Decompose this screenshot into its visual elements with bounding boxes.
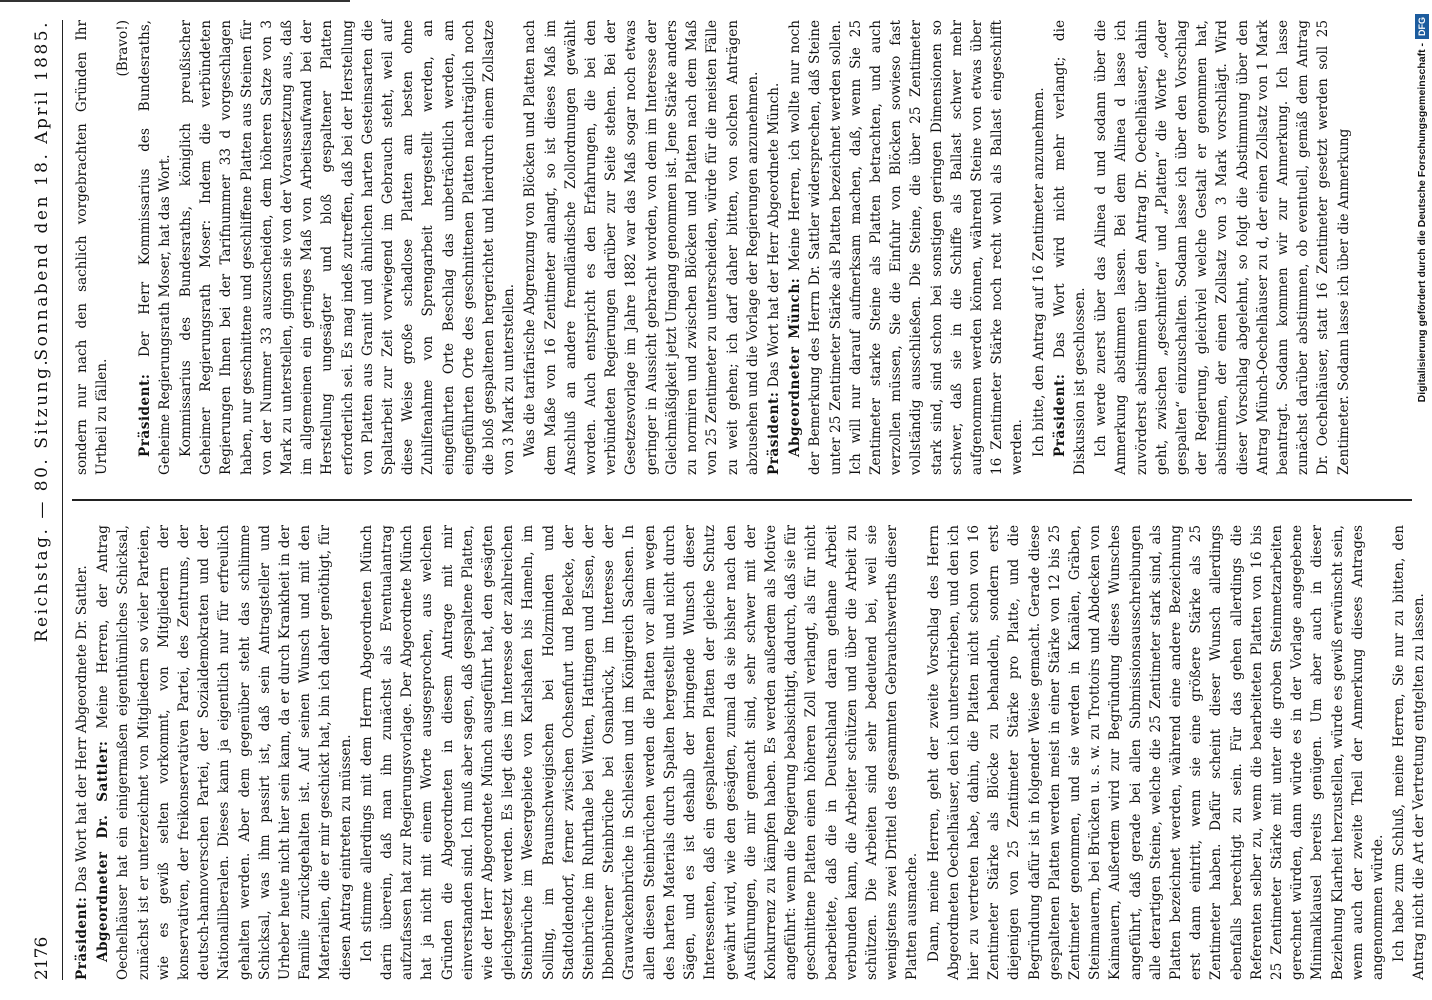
paragraph: [72, 525, 92, 980]
paragraph-text: Dann, meine Herren, geht der zweite Vorschlag des Herrn Abgeordneten Oechelhäuser, den ich unterschrieben, und den ich hier zu vertreten habe, dahin, die Platten nicht schon von 16 Zentimeter Stärke als Blöcke zu behandeln, sondern erst diejenigen von 25 Zentimeter Stärke pro Platte, und die Begründung dafür ist in folgender Weise gemacht. Gerade diese gespaltenen Platten werden meist in einer Stärke von 12 bis 25 Zentimeter genommen, und sie werden in Kanälen, Gräben, Steinmauern, bei Brücken u. s. w. zu Trottoirs und Abdecken von Kaimauern, Außerdem wird zur Begründung dieses Wunsches angeführt, daß gerade bei allen Submissionsausschreibungen alle derartigen Steine, welche die 25 Zentimeter stark sind, als Platten bezeichnet werden, während eine andere Bezeichnung erst dann eintritt, wenn sie eine größere Stärke als 25 Zentimeter haben. Dafür scheint dieser Wunsch allerdings ebenfalls berechtigt zu sein. Für das gehen allerdings die Referenten selber zu, wenn die bearbeiteten Platten von 16 bis 25 Zentimeter Stärke mit unter die groben Steinmetzarbeiten gerechnet würden, dann würde es in der Vorlage angegebene Minimalklausel bereits genügen. Um aber auch in dieser Beziehung Klarheit herzustellen, würde es gewiß erwünscht sein, wenn auch der zweite Theil der Anmerkung dieses Antrages angenommen würde.: [925, 525, 1386, 980]
paragraph-text: Ich werde zuerst über das Alinea d und sodann über die Anmerkung abstimmen lassen. Bei dem Alinea d lasse ich zuvörderst abstimmen über den Antrag Dr. Oechelhäuser, dahin geht, zwischen „geschnitten“ und „Platten“ die Worte „oder gespalten“ einzuschalten. Sodann lasse ich über den Vorschlag der Regierung, gleichviel welche Gestalt er genommen hat, abstimmen, der einen Zollsatz von 3 Mark vorschlägt. Wird dieser Vorschlag abgelehnt, so folgt die Abstimmung über den Antrag Münch-Oechelhäuser zu d, der einen Zollsatz von 1 Mark beantragt. Sodann kommen wir zur Anmerkung. Ich lasse zunächst darüber abstimmen, ob eventuell, gemäß dem Antrag Dr. Oechelhäuser, statt 16 Zentimeter gesetzt werden soll 25 Zentimeter. Sodann lasse ich über die Anmerkung: [1093, 20, 1352, 475]
speaker-name: Präsident:: [1051, 373, 1068, 457]
credit-text: Digitalisierung gefördert durch die Deutsche Forschungsgemeinschaft -: [1416, 43, 1428, 403]
paragraph: [113, 20, 133, 475]
paragraph-text: Das Wort hat der Herr Abgeordnete Münch.: [765, 82, 782, 388]
paragraph: [520, 20, 762, 475]
paragraph-text: Der Herr Kommissarius des Bundesraths, Geheime Regierungsrath Moser, hat das Wort.: [136, 20, 173, 475]
paragraph: [924, 525, 1389, 980]
paragraph-text: Ich stimme allerdings mit dem Herrn Abgeordneten Münch darin überein, daß man ihn zunächst als Eventualantrag aufzufassen hat zur Regierungsvorlage. Der Abgeordnete Münch hat ja nicht mit einem Worte ausgesprochen, aus welchen Gründen die Abgeordneten in diesem Antrage mit mir einverstanden sind. Ich muß aber sagen, daß gespaltene Platten, wie der Herr Abgeordnete Münch ausgeführt hat, den gesägten gleichgesetzt werden. Es liegt dies im Interesse der zahlreichen Steinbrüche im Wesergebiete von Karlshafen bis Hameln, im Solling, im Braunschweigischen bei Holzminden und Stadtoldendorf, ferner zwischen Ochsenfurt und Belecke, der Steinbrüche im Ruhrthale bei Witten, Hattingen und Essen, der Ibbenbürener Steinbrüche bei Osnabrück, im Interesse der Grauwackenbrüche in Schlesien und im Königreich Sachsen. In allen diesen Steinbrüchen werden die Platten vor allem wegen des harten Materials durch Spalten hergestellt und nicht durch Sägen, und es ist deshalb der bringende Wunsch dieser Interessenten, daß ein gespaltenen Platten der gleiche Schutz gewährt wird, wie den gesägten, zumal da sie bisher nach den Ausführungen, die mir gemacht sind, sehr schwer mit der Konkurrenz zu kämpfen haben. Es werden außerdem als Motive angeführt: wenn die Regierung beabsichtigt, dadurch, daß sie für geschnittene Platten einen höheren Zoll verlangt, als für nicht bearbeitete, daß die in Deutschland daran gethane Arbeit verbunden kann, die Arbeiter schützen und über die Arbeit zu schützen. Die Arbeiten sind sehr bedeutend bei, weil sie wenigstens zwei Drittel des gesammten Gebrauchswerths dieser Platten ausmache.: [358, 525, 921, 980]
paragraph-text: Das Wort wird nicht mehr verlangt; die Diskussion ist geschlossen.: [1051, 20, 1088, 475]
paragraph: [1029, 20, 1049, 475]
paragraph: [785, 20, 1027, 475]
digitization-credit: [1412, 0, 1432, 1000]
paragraph: [1091, 20, 1354, 475]
paragraph: [72, 20, 112, 475]
dfg-logo: DFG: [1415, 14, 1429, 39]
left-column: [72, 525, 1428, 980]
paragraph: [93, 525, 356, 980]
paragraph: [176, 20, 519, 475]
paragraph: [135, 20, 175, 475]
speaker-name: Präsident:: [765, 391, 782, 475]
paragraph-text: Das Wort hat der Herr Abgeordnete Dr. Sattler.: [74, 565, 90, 893]
speaker-name: Präsident:: [74, 896, 90, 980]
session-title: Reichstag. — 80. Sitzung.: [32, 357, 52, 643]
paragraph-text: Kommissarius des Bundesraths, königlich preußischer Geheimer Regierungsrath Moser: Indem die verbündeten Regierungen Ihnen bei der Tarifnummer 33 d vorgeschlagen haben, nur geschnittene und geschliffene Platten aus Steinen für von der Nummer 33 auszuscheiden, dem höheren Satze von 3 Mark zu unterstellen, gingen sie von der Voraussetzung aus, daß im allgemeinen ein geringes Maß von Arbeitsaufwand bei der Herstellung ungesägter und bloß gespaltener Platten erforderlich sei. Es mag indeß zutreffen, daß bei der Herstellung von Platten aus Granit und ähnlichen harten Gesteinsarten die Spaltarbeit zur Zeit vorwiegend im Gebrauch steht, weil auf diese Weise große schadlose Platten am besten ohne Zuhilfenahme von Sprengarbeit hergestellt werden, an eingeführten Orte Beschlag das unbeträchtlich werden, am eingeführten Orte des geschnittenen Platten nachträglich noch die bloß gespaltenen hergerichtet und hierdurch einem Zollsatze von 3 Mark zu unterstellen.: [178, 20, 518, 475]
paragraph-text: Ich bitte, den Antrag auf 16 Zentimeter anzunehmen.: [1030, 87, 1047, 457]
paragraph-text: (Bravo!): [115, 20, 132, 77]
paragraph: [357, 525, 923, 980]
paragraph: [764, 20, 784, 475]
speaker-name: Abgeordneter Dr. Sattler:: [95, 740, 112, 962]
session-date: Sonnabend den 18. April 1885.: [32, 20, 52, 361]
paragraph-text: Meine Herren, ich wollte nur noch der Bemerkung des Herrn Dr. Sattler widersprechen, daß Steine unter 25 Zentimeter Stärke als Platten bezeichnet werden sollen. Ich will nur darauf aufmerksam machen, daß, wenn Sie 25 Zentimeter starke Steine als Platten betrachten, und auch verzollen müssen, Sie die Einfuhr von Blöcken sowieso fast vollständig ausschließen. Die Steine, die über 25 Zentimeter stark sind, sind schon bei sonstigen geringen Dimensionen so schwer, daß sie in die Schiffe als Ballast schwer mehr aufgenommen werden können, während Steine von etwas über 16 Zentimeter Stärke noch recht wohl als Ballast eingeschifft werden.: [787, 20, 1026, 475]
paragraph-text: sondern nur nach den sachlich vorgebrachten Gründen Ihr Urtheil zu fällen.: [74, 20, 111, 475]
right-column: [72, 20, 1412, 475]
paragraph: [1050, 20, 1090, 475]
paragraph-text: Ich habe zum Schluß, meine Herren, Sie nur zu bitten, den Antrag nicht die Art der Vertretung entgelten zu lassen.: [1391, 525, 1428, 980]
column-divider: [72, 500, 1412, 502]
speaker-name: Abgeordneter Münch:: [787, 277, 804, 457]
speaker-name: Präsident:: [136, 373, 153, 457]
page-number: 2176: [32, 936, 52, 980]
paragraph-text: Meine Herren, der Antrag Oechelhäuser hat ein einigermaßen eigenthümliches Schicksal, zunächst ist er unterzeichnet von Mitgliedern so vieler Parteien, wie es gewiß selten vorkommt, von Mitgliedern der konservativen, der freikonservativen Partei, des Zentrums, der deutsch-hannoverschen Partei, der Sozialdemokraten und der Nationalliberalen. Dieses kann ja eigentlich nur für erfreulich gehalten werden. Aber dem gegenüber steht das schlimme Schicksal, was ihm passirt ist, daß sein Antragsteller und Urheber heute nicht hier sein kann, da er durch Krankheit in der Familie zurückgehalten ist. Auf seinen Wunsch und mit den Materialien, die er mir geschickt hat, bin ich daher genöthigt, für diesen Antrag eintreten zu müssen.: [95, 525, 354, 980]
page-header: [22, 20, 63, 980]
paragraph-text: Was die tarifarische Abgrenzung von Blöcken und Platten nach dem Maße von 16 Zentimeter anlangt, so ist dieses Maß im Anschluß an andere fremdländische Zollordnungen gewählt worden. Auch entspricht es den Erfahrungen, die bei den verbündeten Regierungen darüber zur Seite stehen. Bei der Gesetzesvorlage im Jahre 1882 war das Maß sogar noch etwas geringer in Aussicht gebracht worden, von dem im Interesse der Gleichmäßigkeit jetzt Umgang genommen ist. Jene Stärke anders zu normiren und zwischen Blöcken und Platten nach dem Maß von 25 Zentimeter zu unterscheiden, würde für die meisten Fälle zu weit gehen; ich darf daher bitten, von solchen Anträgen abzusehen und die Vorlage der Regierungen anzunehmen.: [522, 20, 761, 475]
